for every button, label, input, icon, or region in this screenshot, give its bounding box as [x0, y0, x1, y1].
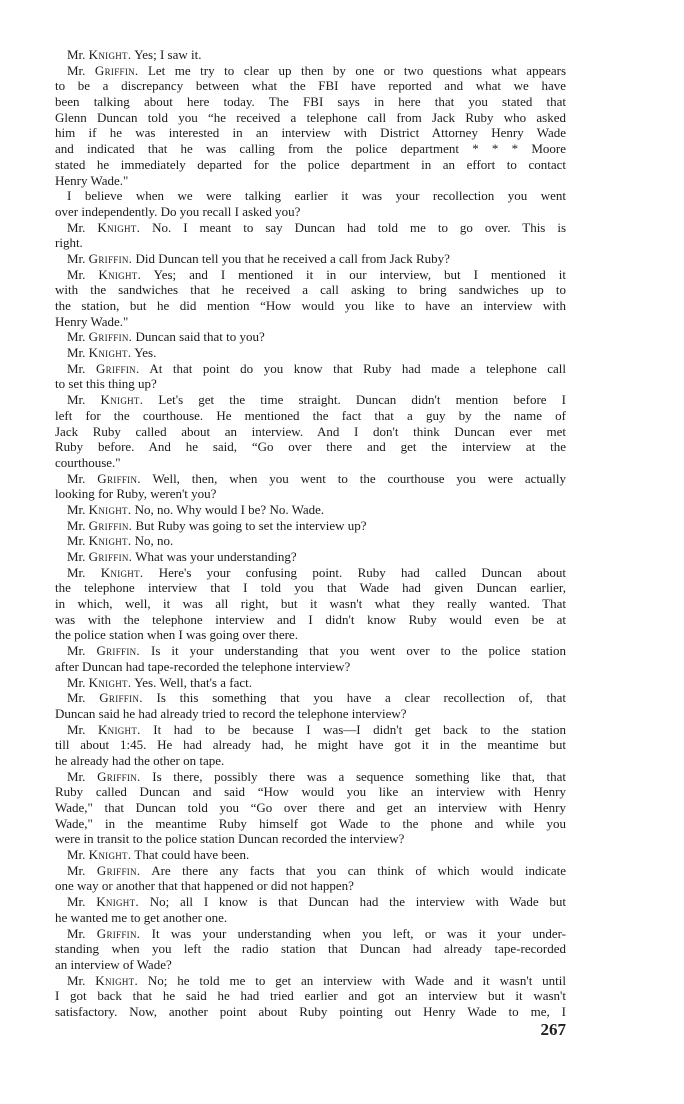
testimony-paragraph — [55, 863, 566, 894]
speaker-name: Griffin. — [88, 329, 133, 345]
speaker-prefix: Mr. — [67, 894, 86, 910]
testimony-paragraph — [55, 267, 566, 330]
text-line — [55, 110, 566, 126]
speaker-prefix: Mr. — [67, 360, 86, 376]
testimony-paragraph — [55, 47, 566, 63]
page-number: 267 — [540, 1020, 566, 1039]
speaker-name: Griffin. — [99, 690, 143, 706]
testimony-paragraph — [55, 220, 566, 251]
line-text: Henry Wade." — [55, 313, 129, 329]
testimony-paragraph — [55, 471, 566, 502]
line-text: It was your understanding when you left, or was it your under- — [151, 925, 567, 941]
text-line — [55, 769, 566, 785]
speaker-name: Griffin. — [97, 470, 141, 486]
speaker-prefix: Mr. — [67, 470, 86, 486]
text-line — [55, 753, 566, 769]
line-text: over independently. Do you recall I asked you? — [55, 203, 301, 219]
line-text: left for the courthouse. He mentioned the fact that a guy by the name of — [55, 407, 566, 423]
text-line — [55, 282, 566, 298]
speaker-prefix: Mr. — [67, 549, 86, 564]
text-line — [55, 486, 566, 502]
speaker-name: Griffin. — [88, 549, 133, 564]
text-line — [55, 471, 566, 487]
testimony-paragraph — [55, 392, 566, 470]
text-line — [55, 345, 566, 361]
line-text: to set this thing up? — [55, 376, 157, 392]
text-line — [55, 329, 566, 345]
line-text: I got back that he said he had tried earlier and got an interview but it wasn't — [55, 988, 566, 1004]
line-text: he wanted me to get another one. — [55, 909, 228, 925]
line-text: and indicated that he was calling from the police department * * * Moore — [55, 141, 566, 157]
testimony-paragraph — [55, 518, 566, 534]
text-line — [55, 784, 566, 800]
line-text: Is it your understanding that you went over to the police station — [151, 643, 566, 659]
line-text: No. I meant to say Duncan had told me to go over. This is — [152, 219, 567, 235]
line-text: courthouse." — [55, 454, 121, 470]
speaker-name: Griffin. — [94, 62, 139, 78]
text-line — [55, 251, 566, 267]
line-text: the telephone interview that I told you that Wade had given Duncan earlier, — [55, 580, 566, 596]
line-text: the police station when I was going over there. — [55, 627, 298, 643]
text-line — [55, 157, 566, 173]
text-line — [55, 424, 566, 440]
text-line — [55, 737, 566, 753]
line-text: Glenn Duncan told you “he received a telephone call from Jack Ruby who asked — [55, 109, 566, 125]
speaker-name: Griffin. — [96, 925, 141, 941]
testimony-paragraph — [55, 188, 566, 219]
line-text: Ruby before. And he said, “Go over there and get the interview at the — [55, 439, 566, 455]
transcript-body — [55, 47, 566, 1020]
line-text: Is there, possibly there was a sequence something like that, that — [152, 768, 567, 784]
line-text: No, no. Why would I be? No. Wade. — [134, 501, 325, 517]
speaker-name: Knight. — [100, 392, 144, 408]
line-text: Duncan said that to you? — [135, 329, 265, 345]
testimony-paragraph — [55, 973, 566, 1020]
line-text: Did Duncan tell you that he received a call from Jack Ruby? — [135, 250, 450, 266]
line-text: I believe when we were talking earlier it was your recollection you went — [67, 188, 566, 204]
line-text: Well, then, when you went to the courthouse you were actually — [152, 470, 566, 486]
testimony-paragraph — [55, 565, 566, 643]
speaker-name: Knight. — [88, 501, 132, 517]
text-line — [55, 612, 566, 628]
speaker-prefix: Mr. — [67, 674, 86, 690]
text-line — [55, 988, 566, 1004]
text-line — [55, 941, 566, 957]
line-text: Wade," that Duncan told you “Go over there and get an interview with Henry — [55, 800, 566, 815]
testimony-paragraph — [55, 251, 566, 267]
testimony-paragraph — [55, 722, 566, 769]
line-text: after Duncan had tape-recorded the telephone interview? — [55, 658, 351, 674]
speaker-prefix: Mr. — [67, 517, 86, 533]
line-text: him if he was interested in an interview with District Attorney Henry Wade — [55, 125, 566, 141]
line-text: Let me try to clear up then by one or two questions what appears — [147, 62, 566, 78]
text-line — [55, 78, 566, 94]
speaker-prefix: Mr. — [67, 972, 86, 988]
speaker-prefix: Mr. — [67, 768, 86, 784]
text-line — [55, 926, 566, 942]
speaker-name: Knight. — [97, 219, 141, 235]
testimony-paragraph — [55, 675, 566, 691]
text-line — [55, 831, 566, 847]
text-line — [55, 847, 566, 863]
speaker-name: Griffin. — [88, 250, 133, 266]
line-text: till about 1:45. He had already had, he might have got it in the meantime but — [55, 737, 566, 753]
line-text: What was your understanding? — [135, 549, 297, 564]
speaker-prefix: Mr. — [67, 329, 86, 345]
line-text: Duncan said he had already tried to record the telephone interview? — [55, 705, 407, 721]
speaker-name: Knight. — [97, 721, 141, 737]
line-text: with the sandwiches that he received a call asking to bring sandwiches up to — [55, 282, 566, 298]
line-text: he already had the other on tape. — [55, 752, 225, 768]
speaker-prefix: Mr. — [67, 345, 86, 361]
line-text: stated he immediately departed for the police department in an effort to contact — [55, 156, 566, 172]
text-line — [55, 173, 566, 189]
text-line — [55, 816, 566, 832]
text-line — [55, 800, 566, 816]
testimony-paragraph — [55, 894, 566, 925]
text-line — [55, 596, 566, 612]
speaker-prefix: Mr. — [67, 47, 86, 62]
speaker-name: Knight. — [100, 564, 144, 580]
speaker-prefix: Mr. — [67, 862, 86, 878]
line-text: were in transit to the police station Duncan recorded the interview? — [55, 831, 405, 847]
text-line — [55, 565, 566, 581]
speaker-name: Knight. — [88, 847, 132, 863]
testimony-paragraph — [55, 533, 566, 549]
speaker-name: Knight. — [88, 47, 132, 62]
text-line — [55, 376, 566, 392]
testimony-paragraph — [55, 361, 566, 392]
speaker-name: Knight. — [95, 972, 139, 988]
text-line — [55, 627, 566, 643]
line-text: Wade," in the meantime Ruby himself got Wade to the phone and while you — [55, 815, 566, 831]
line-text: Let's get the time straight. Duncan didn't mention before I — [158, 392, 566, 408]
text-line — [55, 1004, 566, 1020]
speaker-name: Knight. — [88, 533, 132, 549]
testimony-paragraph — [55, 643, 566, 674]
line-text: Yes; I saw it. — [134, 47, 202, 62]
line-text: to be a discrepancy between what the FBI have reported and what we have — [55, 78, 566, 94]
text-line — [55, 220, 566, 236]
speaker-prefix: Mr. — [67, 847, 86, 863]
speaker-prefix: Mr. — [67, 533, 86, 549]
text-line — [55, 722, 566, 738]
text-line — [55, 47, 566, 63]
line-text: No; he told me to get an interview with Wade and it wasn't until — [147, 972, 567, 988]
line-text: No, no. — [134, 533, 174, 549]
speaker-name: Griffin. — [96, 862, 141, 878]
speaker-name: Knight. — [88, 674, 132, 690]
testimony-paragraph — [55, 847, 566, 863]
text-line — [55, 910, 566, 926]
speaker-name: Knight. — [96, 894, 139, 910]
text-line — [55, 675, 566, 691]
line-text: satisfactory. Now, another point about Ruby pointing out Henry Wade to me, I — [55, 1003, 566, 1019]
testimony-paragraph — [55, 329, 566, 345]
line-text: Yes. — [134, 345, 157, 361]
text-line — [55, 863, 566, 879]
line-text: Yes; and I mentioned it in our interview, but I mentioned it — [153, 266, 566, 282]
text-line — [55, 957, 566, 973]
text-line — [55, 188, 566, 204]
text-line — [55, 455, 566, 471]
speaker-prefix: Mr. — [67, 250, 86, 266]
speaker-name: Knight. — [88, 345, 132, 361]
testimony-paragraph — [55, 63, 566, 189]
speaker-prefix: Mr. — [67, 925, 86, 941]
speaker-name: Griffin. — [88, 517, 133, 533]
speaker-prefix: Mr. — [67, 721, 86, 737]
speaker-name: Griffin. — [96, 643, 140, 659]
speaker-prefix: Mr. — [67, 266, 86, 282]
testimony-paragraph — [55, 926, 566, 973]
text-line — [55, 502, 566, 518]
line-text: Yes. Well, that's a fact. — [134, 674, 252, 690]
text-line — [55, 659, 566, 675]
text-line — [55, 204, 566, 220]
testimony-paragraph — [55, 769, 566, 847]
line-text: Henry Wade." — [55, 172, 129, 188]
line-text: looking for Ruby, weren't you? — [55, 486, 217, 502]
text-line — [55, 235, 566, 251]
text-line — [55, 361, 566, 377]
speaker-prefix: Mr. — [67, 219, 86, 235]
text-line — [55, 643, 566, 659]
line-text: At that point do you know that Ruby had made a telephone call — [149, 360, 567, 376]
speaker-name: Knight. — [98, 266, 142, 282]
text-line — [55, 439, 566, 455]
text-line — [55, 125, 566, 141]
text-line — [55, 690, 566, 706]
line-text: No; all I know is that Duncan had the interview with Wade but — [149, 894, 567, 910]
text-line — [55, 894, 566, 910]
text-line — [55, 706, 566, 722]
speaker-prefix: Mr. — [67, 690, 86, 706]
text-line — [55, 518, 566, 534]
line-text: Here's your confusing point. Ruby had called Duncan about — [158, 564, 566, 580]
speaker-prefix: Mr. — [67, 62, 86, 78]
text-line — [55, 549, 566, 565]
speaker-prefix: Mr. — [67, 501, 86, 517]
line-text: It had to be because I was—I didn't get back to the station — [153, 721, 566, 737]
line-text: been talking about here today. The FBI says in here that you stated that — [55, 94, 566, 110]
line-text: That could have been. — [134, 847, 250, 863]
speaker-prefix: Mr. — [67, 392, 86, 408]
line-text: right. — [55, 235, 83, 251]
text-line — [55, 973, 566, 989]
speaker-prefix: Mr. — [67, 564, 86, 580]
testimony-paragraph — [55, 549, 566, 565]
text-line — [55, 94, 566, 110]
text-line — [55, 63, 566, 79]
testimony-paragraph — [55, 502, 566, 518]
line-text: But Ruby was going to set the interview up? — [135, 517, 367, 533]
text-line — [55, 580, 566, 596]
speaker-name: Griffin. — [95, 360, 140, 376]
text-line — [55, 267, 566, 283]
line-text: Is this something that you have a clear recollection of, that — [156, 690, 567, 706]
text-line — [55, 392, 566, 408]
line-text: in which, well, it was all right, but it wasn't what they really wanted. That — [55, 596, 566, 612]
line-text: standing when you left the radio station that Duncan had already tape-recorded — [55, 941, 566, 957]
testimony-paragraph — [55, 345, 566, 361]
line-text: Ruby called Duncan and said “How would you like an interview with Henry — [55, 784, 566, 800]
text-line — [55, 298, 566, 314]
line-text: an interview of Wade? — [55, 956, 172, 972]
text-line — [55, 141, 566, 157]
text-line — [55, 408, 566, 424]
speaker-name: Griffin. — [97, 768, 141, 784]
speaker-prefix: Mr. — [67, 643, 86, 659]
line-text: the station, but he did mention “How would you like to have an interview with — [55, 298, 566, 313]
text-line — [55, 314, 566, 330]
text-line — [55, 533, 566, 549]
line-text: Jack Ruby called about an interview. And I don't think Duncan ever met — [55, 423, 566, 439]
line-text: one way or another that that happened or did not happen? — [55, 878, 354, 894]
testimony-paragraph — [55, 690, 566, 721]
text-line — [55, 878, 566, 894]
line-text: Are there any facts that you can think of which would indicate — [151, 862, 567, 878]
line-text: was with the telephone interview and I didn't know Ruby would even be at — [55, 611, 566, 627]
